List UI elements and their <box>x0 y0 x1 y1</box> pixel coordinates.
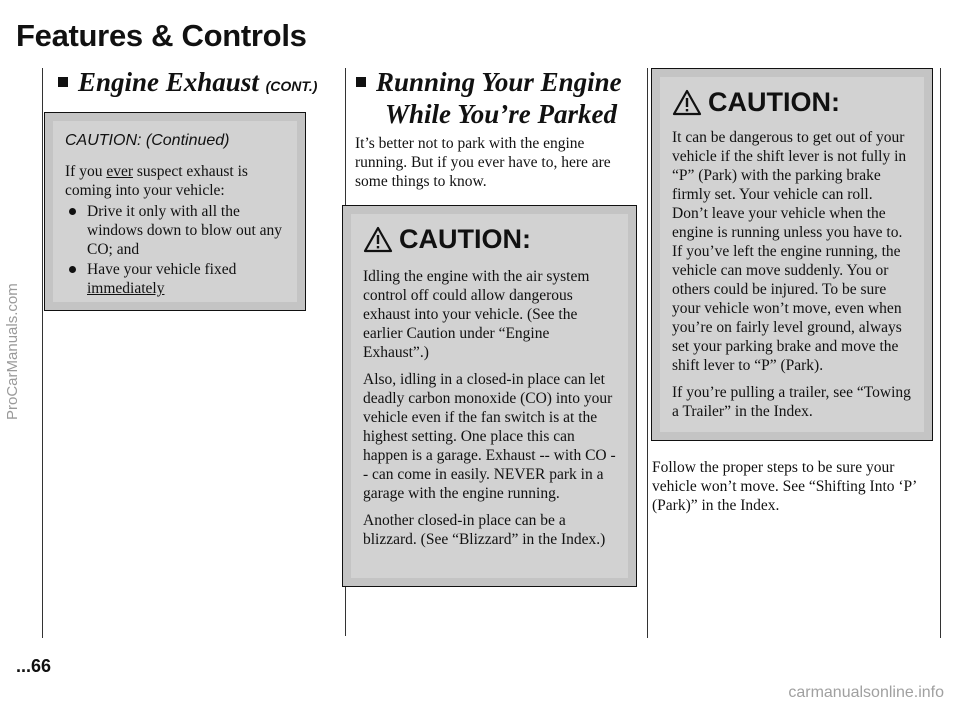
caution-header: CAUTION: <box>363 224 616 255</box>
caution-paragraph: It can be dangerous to get out of your vehicle if the shift lever is not fully in “P” (Park) with the parking brake firmly set. Your vehicle can roll. Don’t leave your vehicle when the engine is running unless you have to. If you’ve left the engine running, the vehicle can move suddenly. You or others could be injured. To be sure your vehicle won’t move, even when you’re on fairly level ground, always set your parking brake and move the shift lever to “P” (Park). <box>672 129 907 374</box>
caution-paragraph: Also, idling in a closed-in place can let deadly carbon monoxide (CO) into your vehicle even if the fan switch is at the highest setting. One place this can happen is a garage. Exhaust -- with CO -- can come in easily. NEVER park in a garage with the engine running. <box>363 371 616 502</box>
warning-triangle-icon <box>363 226 393 253</box>
watermark-side: ProCarManuals.com <box>4 283 21 420</box>
section-heading-running-engine-parked: Running Your Engine While You’re Parked <box>356 66 622 130</box>
square-bullet-icon <box>58 77 68 87</box>
page-title: Features & Controls <box>16 18 307 53</box>
watermark-bottom: carmanualsonline.info <box>788 684 944 701</box>
section-intro: It’s better not to park with the engine running. But if you ever have to, here are some things to know. <box>355 135 611 190</box>
section-heading-engine-exhaust: Engine Exhaust (CONT.) <box>58 66 317 102</box>
caution-bullet-list <box>65 202 285 298</box>
caution-paragraph: Idling the engine with the air system control off could allow dangerous exhaust into your vehicle. (See the earlier Caution under “Engine Exhaust”.) <box>363 268 590 361</box>
caution-box-parking <box>651 68 933 441</box>
page-number: ...66 <box>16 656 52 676</box>
column-rule-left <box>42 68 43 638</box>
list-item: Drive it only with all the windows down to blow out any CO; and <box>65 202 285 259</box>
caution-box-continued <box>44 112 306 311</box>
caution-paragraph: If you’re pulling a trailer, see “Towing a Trailer” in the Index. <box>672 384 911 420</box>
square-bullet-icon <box>356 77 366 87</box>
continued-label: (CONT.) <box>265 78 318 94</box>
caution-header: CAUTION: <box>672 87 912 118</box>
caution-intro: If you ever suspect exhaust is coming into your vehicle: <box>65 163 248 199</box>
list-item: Have your vehicle fixed immediately <box>65 260 285 298</box>
column-rule-right-b <box>940 68 941 638</box>
section-outro: Follow the proper steps to be sure your vehicle won’t move. See “Shifting Into ‘P’ (Park)” in the Index. <box>652 459 917 514</box>
caution-box-idling <box>342 205 637 587</box>
caution-continued-header: CAUTION: (Continued) <box>65 132 230 149</box>
column-rule-right-a <box>647 68 648 638</box>
warning-triangle-icon <box>672 89 702 116</box>
caution-paragraph: Another closed-in place can be a blizzard. (See “Blizzard” in the Index.) <box>363 512 606 548</box>
